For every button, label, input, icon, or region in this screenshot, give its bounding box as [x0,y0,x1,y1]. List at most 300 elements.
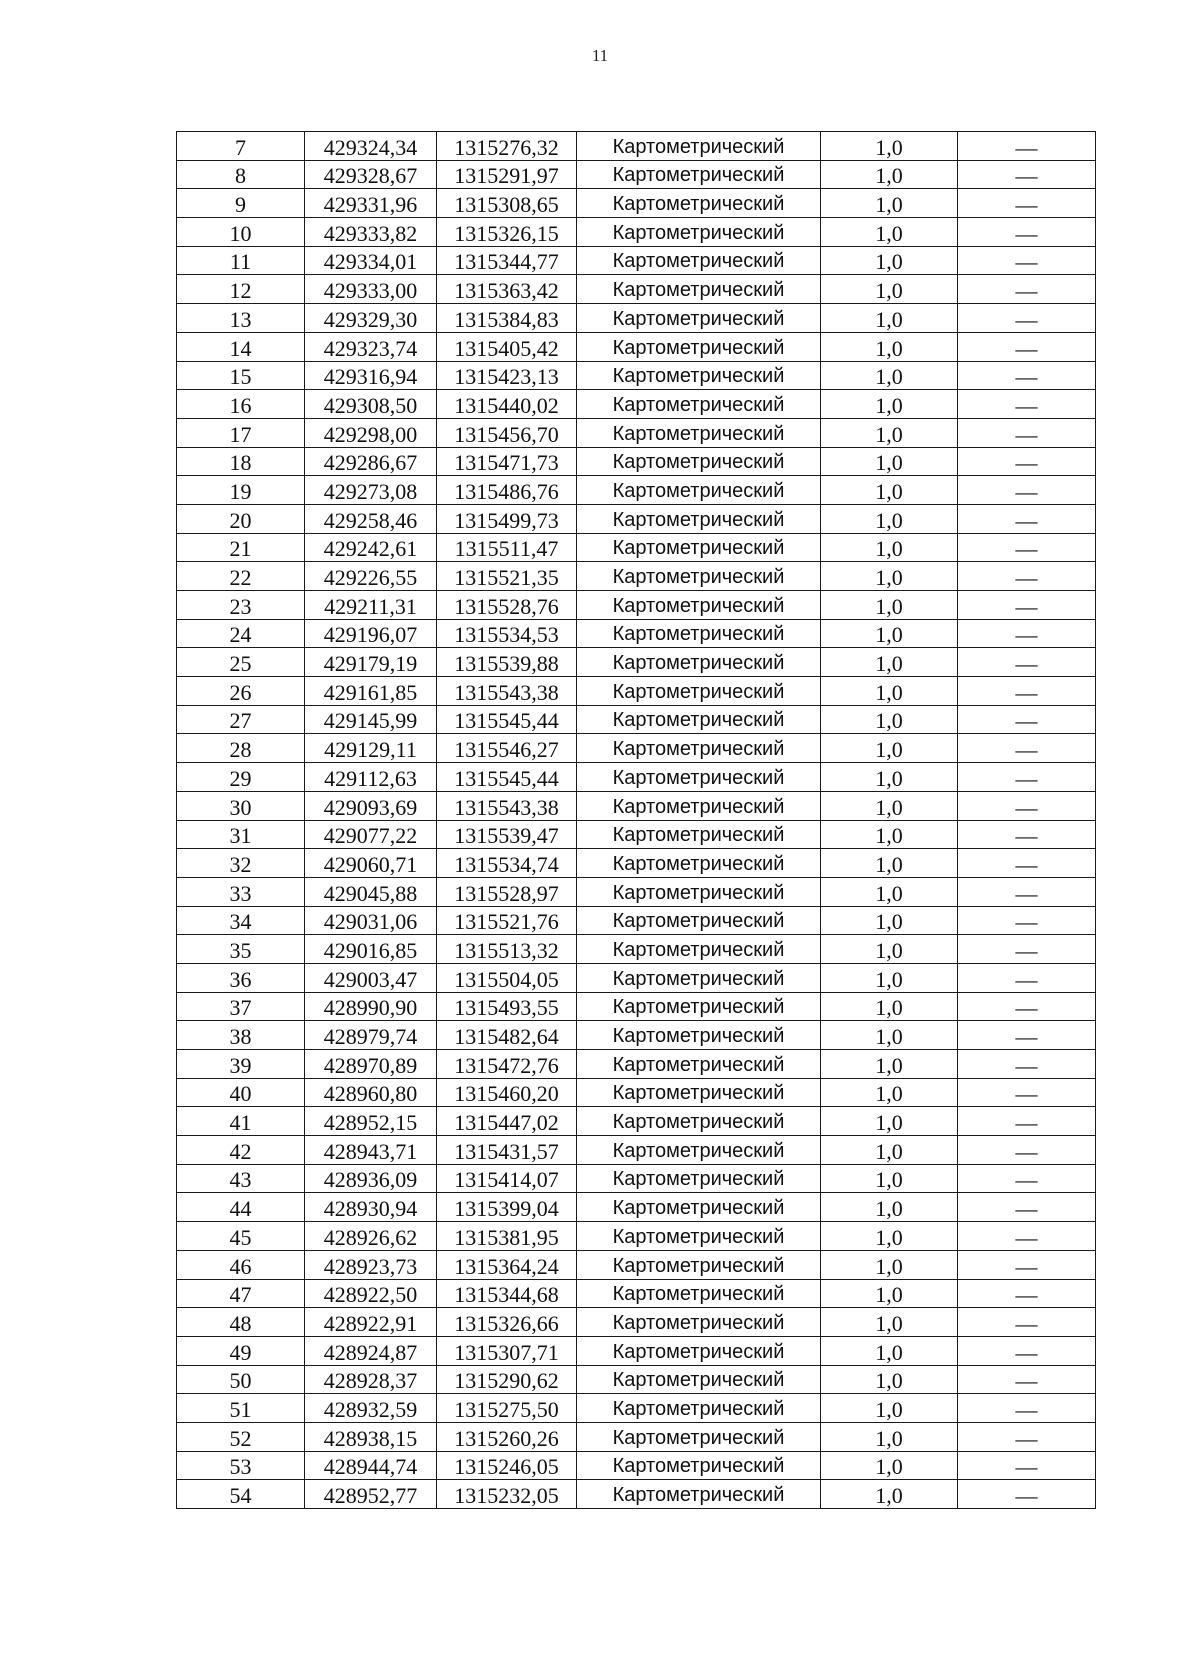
y-coordinate-cell: 1315543,38 [437,791,577,820]
table-row [177,476,1096,505]
y-coordinate-cell: 1315539,47 [437,820,577,849]
method-cell: Картометрический [577,1078,821,1107]
accuracy-cell: 1,0 [821,1021,958,1050]
point-number-cell: 18 [177,447,305,476]
method-cell: Картометрический [577,132,821,161]
point-number-cell: 44 [177,1193,305,1222]
accuracy-cell: 1,0 [821,1107,958,1136]
point-number-cell: 20 [177,504,305,533]
description-cell: — [958,734,1096,763]
table-row [177,1451,1096,1480]
y-coordinate-cell: 1315513,32 [437,935,577,964]
table-row [177,132,1096,161]
method-cell: Картометрический [577,504,821,533]
y-coordinate-cell: 1315440,02 [437,390,577,419]
accuracy-cell: 1,0 [821,705,958,734]
description-cell: — [958,132,1096,161]
method-cell: Картометрический [577,1222,821,1251]
y-coordinate-cell: 1315308,65 [437,189,577,218]
y-coordinate-cell: 1315399,04 [437,1193,577,1222]
table-row [177,1164,1096,1193]
description-cell: — [958,1164,1096,1193]
description-cell: — [958,619,1096,648]
point-number-cell: 48 [177,1308,305,1337]
accuracy-cell: 1,0 [821,1394,958,1423]
accuracy-cell: 1,0 [821,1222,958,1251]
method-cell: Картометрический [577,763,821,792]
method-cell: Картометрический [577,1164,821,1193]
description-cell: — [958,992,1096,1021]
point-number-cell: 24 [177,619,305,648]
y-coordinate-cell: 1315307,71 [437,1336,577,1365]
table-row [177,504,1096,533]
method-cell: Картометрический [577,1365,821,1394]
table-row [177,562,1096,591]
method-cell: Картометрический [577,619,821,648]
method-cell: Картометрический [577,1480,821,1509]
x-coordinate-cell: 429031,06 [305,906,437,935]
table-row [177,418,1096,447]
point-number-cell: 53 [177,1451,305,1480]
point-number-cell: 9 [177,189,305,218]
accuracy-cell: 1,0 [821,504,958,533]
accuracy-cell: 1,0 [821,734,958,763]
y-coordinate-cell: 1315504,05 [437,963,577,992]
description-cell: — [958,791,1096,820]
accuracy-cell: 1,0 [821,304,958,333]
point-number-cell: 30 [177,791,305,820]
y-coordinate-cell: 1315534,74 [437,849,577,878]
x-coordinate-cell: 429324,34 [305,132,437,161]
description-cell: — [958,562,1096,591]
table-row [177,189,1096,218]
accuracy-cell: 1,0 [821,763,958,792]
point-number-cell: 34 [177,906,305,935]
accuracy-cell: 1,0 [821,820,958,849]
accuracy-cell: 1,0 [821,1365,958,1394]
y-coordinate-cell: 1315545,44 [437,763,577,792]
y-coordinate-cell: 1315431,57 [437,1136,577,1165]
y-coordinate-cell: 1315528,76 [437,591,577,620]
x-coordinate-cell: 429060,71 [305,849,437,878]
y-coordinate-cell: 1315521,76 [437,906,577,935]
accuracy-cell: 1,0 [821,1451,958,1480]
y-coordinate-cell: 1315521,35 [437,562,577,591]
accuracy-cell: 1,0 [821,246,958,275]
point-number-cell: 16 [177,390,305,419]
y-coordinate-cell: 1315539,88 [437,648,577,677]
description-cell: — [958,1480,1096,1509]
point-number-cell: 29 [177,763,305,792]
method-cell: Картометрический [577,332,821,361]
y-coordinate-cell: 1315546,27 [437,734,577,763]
accuracy-cell: 1,0 [821,591,958,620]
accuracy-cell: 1,0 [821,418,958,447]
x-coordinate-cell: 429016,85 [305,935,437,964]
point-number-cell: 40 [177,1078,305,1107]
point-number-cell: 10 [177,218,305,247]
y-coordinate-cell: 1315326,66 [437,1308,577,1337]
method-cell: Картометрический [577,390,821,419]
coordinates-table-body [177,132,1096,1509]
accuracy-cell: 1,0 [821,390,958,419]
table-row [177,734,1096,763]
y-coordinate-cell: 1315290,62 [437,1365,577,1394]
point-number-cell: 26 [177,677,305,706]
x-coordinate-cell: 428922,50 [305,1279,437,1308]
point-number-cell: 17 [177,418,305,447]
accuracy-cell: 1,0 [821,992,958,1021]
table-row [177,1136,1096,1165]
x-coordinate-cell: 429334,01 [305,246,437,275]
y-coordinate-cell: 1315232,05 [437,1480,577,1509]
x-coordinate-cell: 429196,07 [305,619,437,648]
point-number-cell: 23 [177,591,305,620]
description-cell: — [958,1107,1096,1136]
method-cell: Картометрический [577,877,821,906]
point-number-cell: 11 [177,246,305,275]
method-cell: Картометрический [577,1107,821,1136]
accuracy-cell: 1,0 [821,1308,958,1337]
x-coordinate-cell: 428944,74 [305,1451,437,1480]
method-cell: Картометрический [577,1136,821,1165]
point-number-cell: 7 [177,132,305,161]
method-cell: Картометрический [577,1308,821,1337]
point-number-cell: 28 [177,734,305,763]
table-row [177,992,1096,1021]
point-number-cell: 31 [177,820,305,849]
table-row [177,1365,1096,1394]
x-coordinate-cell: 428970,89 [305,1050,437,1079]
point-number-cell: 8 [177,160,305,189]
x-coordinate-cell: 429258,46 [305,504,437,533]
y-coordinate-cell: 1315499,73 [437,504,577,533]
description-cell: — [958,218,1096,247]
y-coordinate-cell: 1315381,95 [437,1222,577,1251]
method-cell: Картометрический [577,734,821,763]
accuracy-cell: 1,0 [821,1250,958,1279]
y-coordinate-cell: 1315275,50 [437,1394,577,1423]
accuracy-cell: 1,0 [821,332,958,361]
point-number-cell: 43 [177,1164,305,1193]
description-cell: — [958,332,1096,361]
description-cell: — [958,1451,1096,1480]
x-coordinate-cell: 428932,59 [305,1394,437,1423]
accuracy-cell: 1,0 [821,533,958,562]
method-cell: Картометрический [577,1279,821,1308]
accuracy-cell: 1,0 [821,677,958,706]
y-coordinate-cell: 1315486,76 [437,476,577,505]
method-cell: Картометрический [577,1422,821,1451]
x-coordinate-cell: 428952,77 [305,1480,437,1509]
accuracy-cell: 1,0 [821,189,958,218]
method-cell: Картометрический [577,476,821,505]
table-row [177,1308,1096,1337]
description-cell: — [958,1250,1096,1279]
description-cell: — [958,361,1096,390]
table-row [177,1480,1096,1509]
method-cell: Картометрический [577,304,821,333]
x-coordinate-cell: 428943,71 [305,1136,437,1165]
table-row [177,275,1096,304]
table-row [177,677,1096,706]
point-number-cell: 51 [177,1394,305,1423]
x-coordinate-cell: 428952,15 [305,1107,437,1136]
x-coordinate-cell: 429316,94 [305,361,437,390]
point-number-cell: 37 [177,992,305,1021]
y-coordinate-cell: 1315405,42 [437,332,577,361]
accuracy-cell: 1,0 [821,447,958,476]
method-cell: Картометрический [577,591,821,620]
table-row [177,763,1096,792]
description-cell: — [958,189,1096,218]
description-cell: — [958,877,1096,906]
table-row [177,1021,1096,1050]
description-cell: — [958,1279,1096,1308]
table-row [177,791,1096,820]
method-cell: Картометрический [577,160,821,189]
y-coordinate-cell: 1315344,77 [437,246,577,275]
description-cell: — [958,418,1096,447]
y-coordinate-cell: 1315364,24 [437,1250,577,1279]
method-cell: Картометрический [577,189,821,218]
point-number-cell: 52 [177,1422,305,1451]
accuracy-cell: 1,0 [821,1078,958,1107]
y-coordinate-cell: 1315276,32 [437,132,577,161]
y-coordinate-cell: 1315456,70 [437,418,577,447]
description-cell: — [958,504,1096,533]
x-coordinate-cell: 428926,62 [305,1222,437,1251]
description-cell: — [958,935,1096,964]
point-number-cell: 13 [177,304,305,333]
y-coordinate-cell: 1315344,68 [437,1279,577,1308]
x-coordinate-cell: 429333,00 [305,275,437,304]
method-cell: Картометрический [577,418,821,447]
description-cell: — [958,1222,1096,1251]
point-number-cell: 27 [177,705,305,734]
x-coordinate-cell: 429323,74 [305,332,437,361]
accuracy-cell: 1,0 [821,361,958,390]
point-number-cell: 38 [177,1021,305,1050]
x-coordinate-cell: 428936,09 [305,1164,437,1193]
description-cell: — [958,677,1096,706]
y-coordinate-cell: 1315291,97 [437,160,577,189]
description-cell: — [958,476,1096,505]
method-cell: Картометрический [577,447,821,476]
y-coordinate-cell: 1315472,76 [437,1050,577,1079]
x-coordinate-cell: 429077,22 [305,820,437,849]
accuracy-cell: 1,0 [821,906,958,935]
description-cell: — [958,1193,1096,1222]
point-number-cell: 54 [177,1480,305,1509]
method-cell: Картометрический [577,246,821,275]
x-coordinate-cell: 428928,37 [305,1365,437,1394]
description-cell: — [958,705,1096,734]
accuracy-cell: 1,0 [821,791,958,820]
x-coordinate-cell: 429112,63 [305,763,437,792]
point-number-cell: 15 [177,361,305,390]
description-cell: — [958,1336,1096,1365]
x-coordinate-cell: 429179,19 [305,648,437,677]
y-coordinate-cell: 1315326,15 [437,218,577,247]
table-row [177,1422,1096,1451]
table-row [177,1193,1096,1222]
method-cell: Картометрический [577,992,821,1021]
x-coordinate-cell: 429145,99 [305,705,437,734]
method-cell: Картометрический [577,1451,821,1480]
accuracy-cell: 1,0 [821,1136,958,1165]
point-number-cell: 36 [177,963,305,992]
table-row [177,246,1096,275]
y-coordinate-cell: 1315471,73 [437,447,577,476]
method-cell: Картометрический [577,1250,821,1279]
accuracy-cell: 1,0 [821,877,958,906]
point-number-cell: 47 [177,1279,305,1308]
table-row [177,705,1096,734]
point-number-cell: 42 [177,1136,305,1165]
description-cell: — [958,1078,1096,1107]
description-cell: — [958,763,1096,792]
description-cell: — [958,963,1096,992]
y-coordinate-cell: 1315447,02 [437,1107,577,1136]
description-cell: — [958,275,1096,304]
y-coordinate-cell: 1315543,38 [437,677,577,706]
table-row [177,390,1096,419]
method-cell: Картометрический [577,361,821,390]
table-row [177,1336,1096,1365]
description-cell: — [958,906,1096,935]
y-coordinate-cell: 1315545,44 [437,705,577,734]
description-cell: — [958,1308,1096,1337]
y-coordinate-cell: 1315482,64 [437,1021,577,1050]
y-coordinate-cell: 1315246,05 [437,1451,577,1480]
y-coordinate-cell: 1315460,20 [437,1078,577,1107]
table-row [177,332,1096,361]
point-number-cell: 14 [177,332,305,361]
accuracy-cell: 1,0 [821,132,958,161]
description-cell: — [958,1021,1096,1050]
description-cell: — [958,820,1096,849]
accuracy-cell: 1,0 [821,1422,958,1451]
y-coordinate-cell: 1315528,97 [437,877,577,906]
page-number: 11 [591,46,609,65]
point-number-cell: 21 [177,533,305,562]
accuracy-cell: 1,0 [821,1336,958,1365]
method-cell: Картометрический [577,533,821,562]
accuracy-cell: 1,0 [821,476,958,505]
method-cell: Картометрический [577,218,821,247]
method-cell: Картометрический [577,275,821,304]
x-coordinate-cell: 429211,31 [305,591,437,620]
description-cell: — [958,591,1096,620]
y-coordinate-cell: 1315363,42 [437,275,577,304]
method-cell: Картометрический [577,1193,821,1222]
accuracy-cell: 1,0 [821,849,958,878]
description-cell: — [958,447,1096,476]
accuracy-cell: 1,0 [821,619,958,648]
table-row [177,591,1096,620]
description-cell: — [958,390,1096,419]
table-row [177,935,1096,964]
accuracy-cell: 1,0 [821,1279,958,1308]
method-cell: Картометрический [577,648,821,677]
x-coordinate-cell: 429328,67 [305,160,437,189]
x-coordinate-cell: 429045,88 [305,877,437,906]
table-row [177,1050,1096,1079]
x-coordinate-cell: 429273,08 [305,476,437,505]
point-number-cell: 22 [177,562,305,591]
description-cell: — [958,246,1096,275]
accuracy-cell: 1,0 [821,1050,958,1079]
table-row [177,304,1096,333]
table-row [177,1222,1096,1251]
method-cell: Картометрический [577,906,821,935]
method-cell: Картометрический [577,1336,821,1365]
y-coordinate-cell: 1315534,53 [437,619,577,648]
x-coordinate-cell: 428930,94 [305,1193,437,1222]
y-coordinate-cell: 1315414,07 [437,1164,577,1193]
accuracy-cell: 1,0 [821,1193,958,1222]
accuracy-cell: 1,0 [821,218,958,247]
method-cell: Картометрический [577,935,821,964]
table-row [177,361,1096,390]
table-row [177,160,1096,189]
table-row [177,1394,1096,1423]
method-cell: Картометрический [577,1021,821,1050]
x-coordinate-cell: 429093,69 [305,791,437,820]
x-coordinate-cell: 429129,11 [305,734,437,763]
x-coordinate-cell: 429308,50 [305,390,437,419]
x-coordinate-cell: 429333,82 [305,218,437,247]
method-cell: Картометрический [577,963,821,992]
y-coordinate-cell: 1315384,83 [437,304,577,333]
point-number-cell: 33 [177,877,305,906]
y-coordinate-cell: 1315511,47 [437,533,577,562]
method-cell: Картометрический [577,1394,821,1423]
point-number-cell: 46 [177,1250,305,1279]
point-number-cell: 50 [177,1365,305,1394]
description-cell: — [958,304,1096,333]
x-coordinate-cell: 429161,85 [305,677,437,706]
y-coordinate-cell: 1315260,26 [437,1422,577,1451]
x-coordinate-cell: 429242,61 [305,533,437,562]
x-coordinate-cell: 429286,67 [305,447,437,476]
table-row [177,1250,1096,1279]
x-coordinate-cell: 429329,30 [305,304,437,333]
method-cell: Картометрический [577,562,821,591]
x-coordinate-cell: 428922,91 [305,1308,437,1337]
point-number-cell: 12 [177,275,305,304]
table-row [177,648,1096,677]
method-cell: Картометрический [577,820,821,849]
description-cell: — [958,1394,1096,1423]
coordinates-table [176,131,1096,1509]
y-coordinate-cell: 1315493,55 [437,992,577,1021]
method-cell: Картометрический [577,849,821,878]
description-cell: — [958,1136,1096,1165]
table-row [177,447,1096,476]
point-number-cell: 45 [177,1222,305,1251]
x-coordinate-cell: 429298,00 [305,418,437,447]
description-cell: — [958,849,1096,878]
x-coordinate-cell: 429331,96 [305,189,437,218]
point-number-cell: 32 [177,849,305,878]
x-coordinate-cell: 428923,73 [305,1250,437,1279]
accuracy-cell: 1,0 [821,160,958,189]
description-cell: — [958,533,1096,562]
x-coordinate-cell: 428924,87 [305,1336,437,1365]
table-row [177,533,1096,562]
